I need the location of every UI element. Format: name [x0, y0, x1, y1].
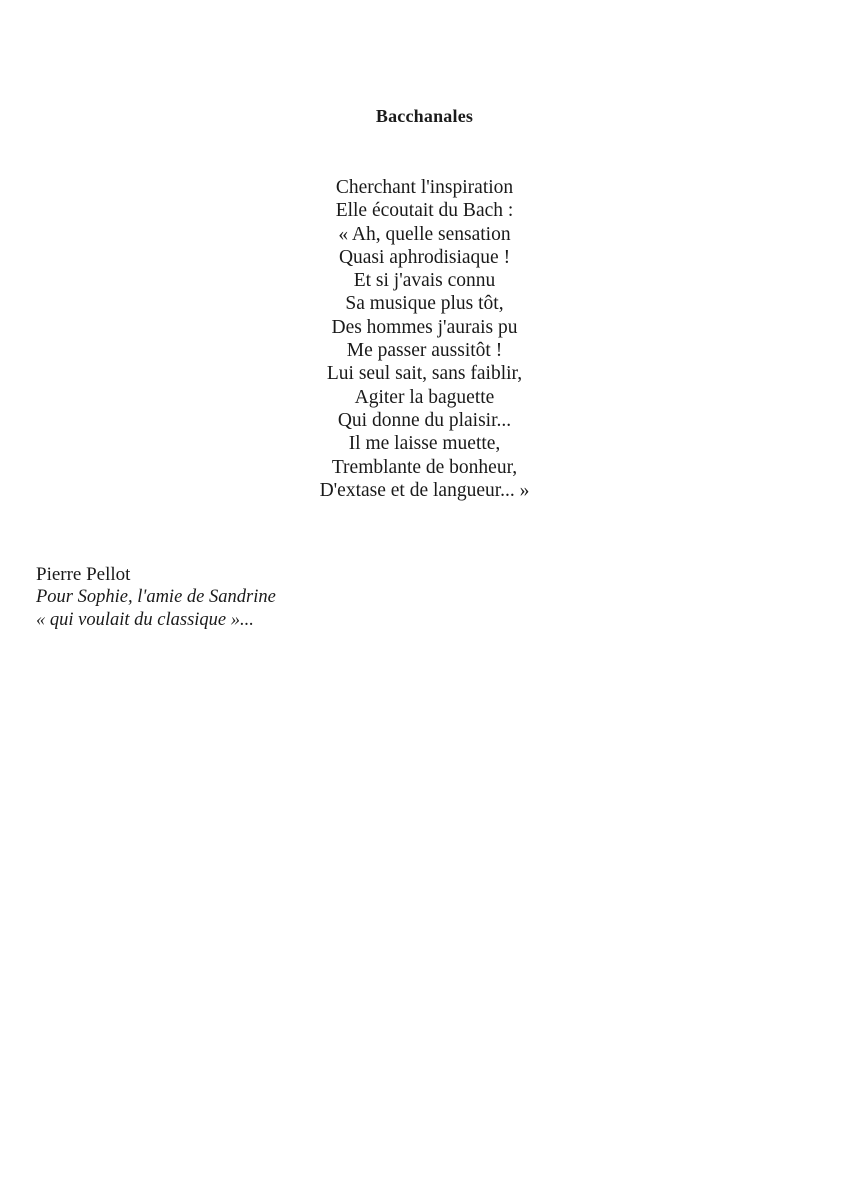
poem-line: Et si j'avais connu [353, 270, 496, 292]
poem-line: Sa musique plus tôt, [345, 293, 504, 315]
poem-line: Me passer aussitôt ! [346, 340, 503, 362]
poem-line: Il me laisse muette, [348, 433, 501, 455]
poem-body [0, 176, 849, 502]
poem-line: Quasi aphrodisiaque ! [338, 246, 511, 268]
poem-line: Agiter la baguette [354, 386, 495, 408]
poem-line: « Ah, quelle sensation [338, 223, 511, 245]
dedication-line-1: Pour Sophie, l'amie de Sandrine [36, 587, 276, 607]
poem-line: Tremblante de bonheur, [331, 456, 518, 478]
author-name: Pierre Pellot [36, 564, 131, 585]
poem-line: Qui donne du plaisir... [337, 409, 512, 431]
poem-line: Elle écoutait du Bach : [335, 200, 514, 222]
poem-line: D'extase et de langueur... » [319, 479, 530, 501]
poem-line: Lui seul sait, sans faiblir, [326, 363, 523, 385]
page-title: Bacchanales [375, 106, 474, 126]
poem-line: Cherchant l'inspiration [335, 177, 514, 198]
signature-block [36, 563, 536, 632]
poem-line: Des hommes j'aurais pu [331, 316, 518, 338]
dedication-line-2: « qui voulait du classique »... [36, 610, 254, 630]
